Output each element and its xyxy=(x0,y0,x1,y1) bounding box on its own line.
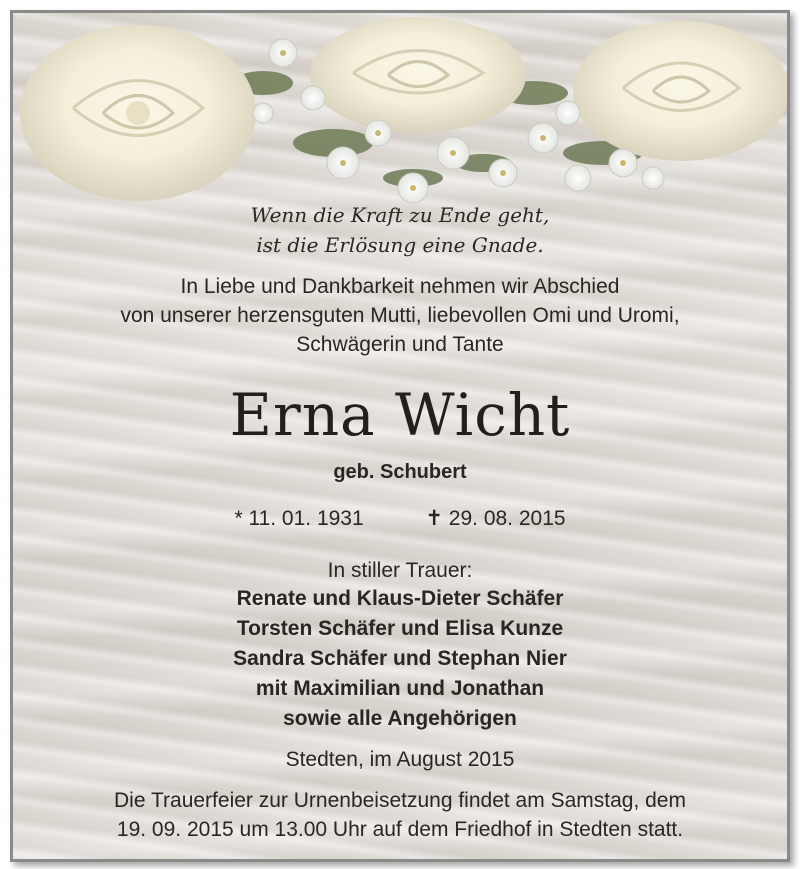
ceremony-line-2: 19. 09. 2015 um 13.00 Uhr auf dem Friedhof in Stedten statt. xyxy=(116,818,684,841)
intro-line-2: von unserer herzensguten Mutti, liebevollen Omi und Uromi, xyxy=(120,304,680,327)
quote-line-1: Wenn die Kraft zu Ende geht, xyxy=(250,203,550,227)
place-date: Stedten, im August 2015 xyxy=(285,748,515,771)
obituary-card xyxy=(10,10,790,862)
mourner-line-4: mit Maximilian und Jonathan xyxy=(255,677,545,700)
maiden-name: geb. Schubert xyxy=(333,461,467,483)
death-date: ✝ 29. 08. 2015 xyxy=(425,507,566,530)
mourner-line-1: Renate und Klaus-Dieter Schäfer xyxy=(236,587,564,610)
white-roses-image xyxy=(13,13,787,213)
quote-line-2: ist die Erlösung eine Gnade. xyxy=(256,233,544,257)
mourner-line-5: sowie alle Angehörigen xyxy=(283,707,517,730)
mourner-line-2: Torsten Schäfer und Elisa Kunze xyxy=(236,617,564,640)
life-dates xyxy=(13,506,787,531)
deceased-name: Erna Wicht xyxy=(229,381,571,449)
intro-line-1: In Liebe und Dankbarkeit nehmen wir Abschied xyxy=(180,275,620,298)
mourners-heading: In stiller Trauer: xyxy=(327,559,473,582)
intro-line-3: Schwägerin und Tante xyxy=(296,333,504,356)
mourner-line-3: Sandra Schäfer und Stephan Nier xyxy=(233,647,567,670)
ceremony-line-1: Die Trauerfeier zur Urnenbeisetzung findet am Samstag, dem xyxy=(114,789,686,812)
birth-date: * 11. 01. 1931 xyxy=(234,507,364,530)
